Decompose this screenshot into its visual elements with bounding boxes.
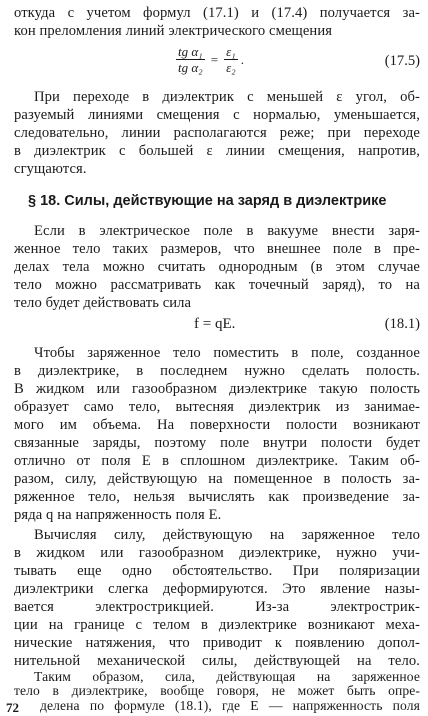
text-line: Таким образом, сила, действующая на заряженное <box>34 669 420 684</box>
text-line: образует само тело, вытесняя диэлектрик из занимае- <box>14 399 420 415</box>
text-line: Если в электрическое поле в вакууме внести заря- <box>34 223 420 239</box>
text-line: отлично от поля E в сплошном диэлектрике. Таким об- <box>14 453 420 469</box>
text-line: сгущаются. <box>14 161 87 177</box>
text-line: следовательно, линии располагаются реже; при переходе <box>14 125 420 141</box>
text-line: в диэлектрик с большей ε линии смещения, напротив, <box>14 143 420 159</box>
eq-period: . <box>240 51 244 67</box>
text-line: диэлектрики слегка деформируются. Это явление назы- <box>14 581 420 597</box>
text-line: нительной механической силы, действующей на тело. <box>14 653 420 669</box>
text-line: тело будет действовать сила <box>14 295 192 311</box>
section-heading: § 18. Силы, действующие на заряд в диэлектрике <box>28 193 387 209</box>
text-line: ряда q на напряженность поля E. <box>14 507 222 523</box>
text-line: в жидком или газообразном диэлектрике, нужно учи- <box>14 545 420 561</box>
equation-number: (17.5) <box>384 53 420 69</box>
eq-numerator: tg α₁ <box>178 44 203 59</box>
text-line: вается электрострикцией. Из-за электрострик- <box>14 599 420 615</box>
text-line: делена по формуле (18.1), где E — напряженность поля <box>40 698 420 713</box>
text-line: тывать еще одно обстоятельство. При поляризации <box>14 563 420 579</box>
text-line: связанные заряды, поэтому поле внутри полости будет <box>14 435 420 451</box>
text-line: Чтобы заряженное тело поместить в поле, созданное <box>34 345 420 361</box>
equation-number: (18.1) <box>384 316 420 332</box>
text-line: Вычисляя силу, действующую на заряженное тело <box>34 527 420 543</box>
text-line: При переходе в диэлектрик с меньшей ε угол, об- <box>34 89 420 105</box>
eq-denominator: tg α₂ <box>178 60 203 75</box>
eq-numerator: ε₁ <box>226 44 236 59</box>
text-line: разом, силу, действующую на помещенное в полость за- <box>14 471 420 487</box>
text-line: делах тела можно считать однородным (в этом случае <box>14 259 420 275</box>
text-line: в диэлектрике, в последнем нужно сделать полость. <box>14 363 420 379</box>
text-line: кон преломления линий электрического смещения <box>14 23 333 39</box>
text-line: нические натяжения, что приводит к появлению допол- <box>14 635 420 651</box>
eq-denominator: ε₂ <box>226 60 236 75</box>
equation-17-5 <box>14 44 420 80</box>
text-line: разуемый линиями смещения с нормалью, уменьшается, <box>14 107 420 123</box>
text-line: женное тело таких размеров, что внешнее поле в пре- <box>14 241 420 257</box>
text-line: В жидком или газообразном диэлектрике такую полость <box>14 381 420 397</box>
equation-18-1: f = qE. <box>194 316 236 332</box>
text-line: тело в диэлектрике, вообще говоря, не может быть опре- <box>14 683 420 698</box>
text-line: тело можно рассматривать как точечный заряд), то на <box>14 277 420 293</box>
eq-equals: = <box>210 51 219 67</box>
text-line: ции на границе с телом в диэлектрике возникают меха- <box>14 617 420 633</box>
text-line: ряженное тело, нельзя вычислять как произведение за- <box>14 489 420 505</box>
page-number: 72 <box>6 700 19 715</box>
text-line: откуда с учетом формул (17.1) и (17.4) получается за- <box>14 5 420 21</box>
text-line: мого им объема. На поверхности полости возникают <box>14 417 420 433</box>
